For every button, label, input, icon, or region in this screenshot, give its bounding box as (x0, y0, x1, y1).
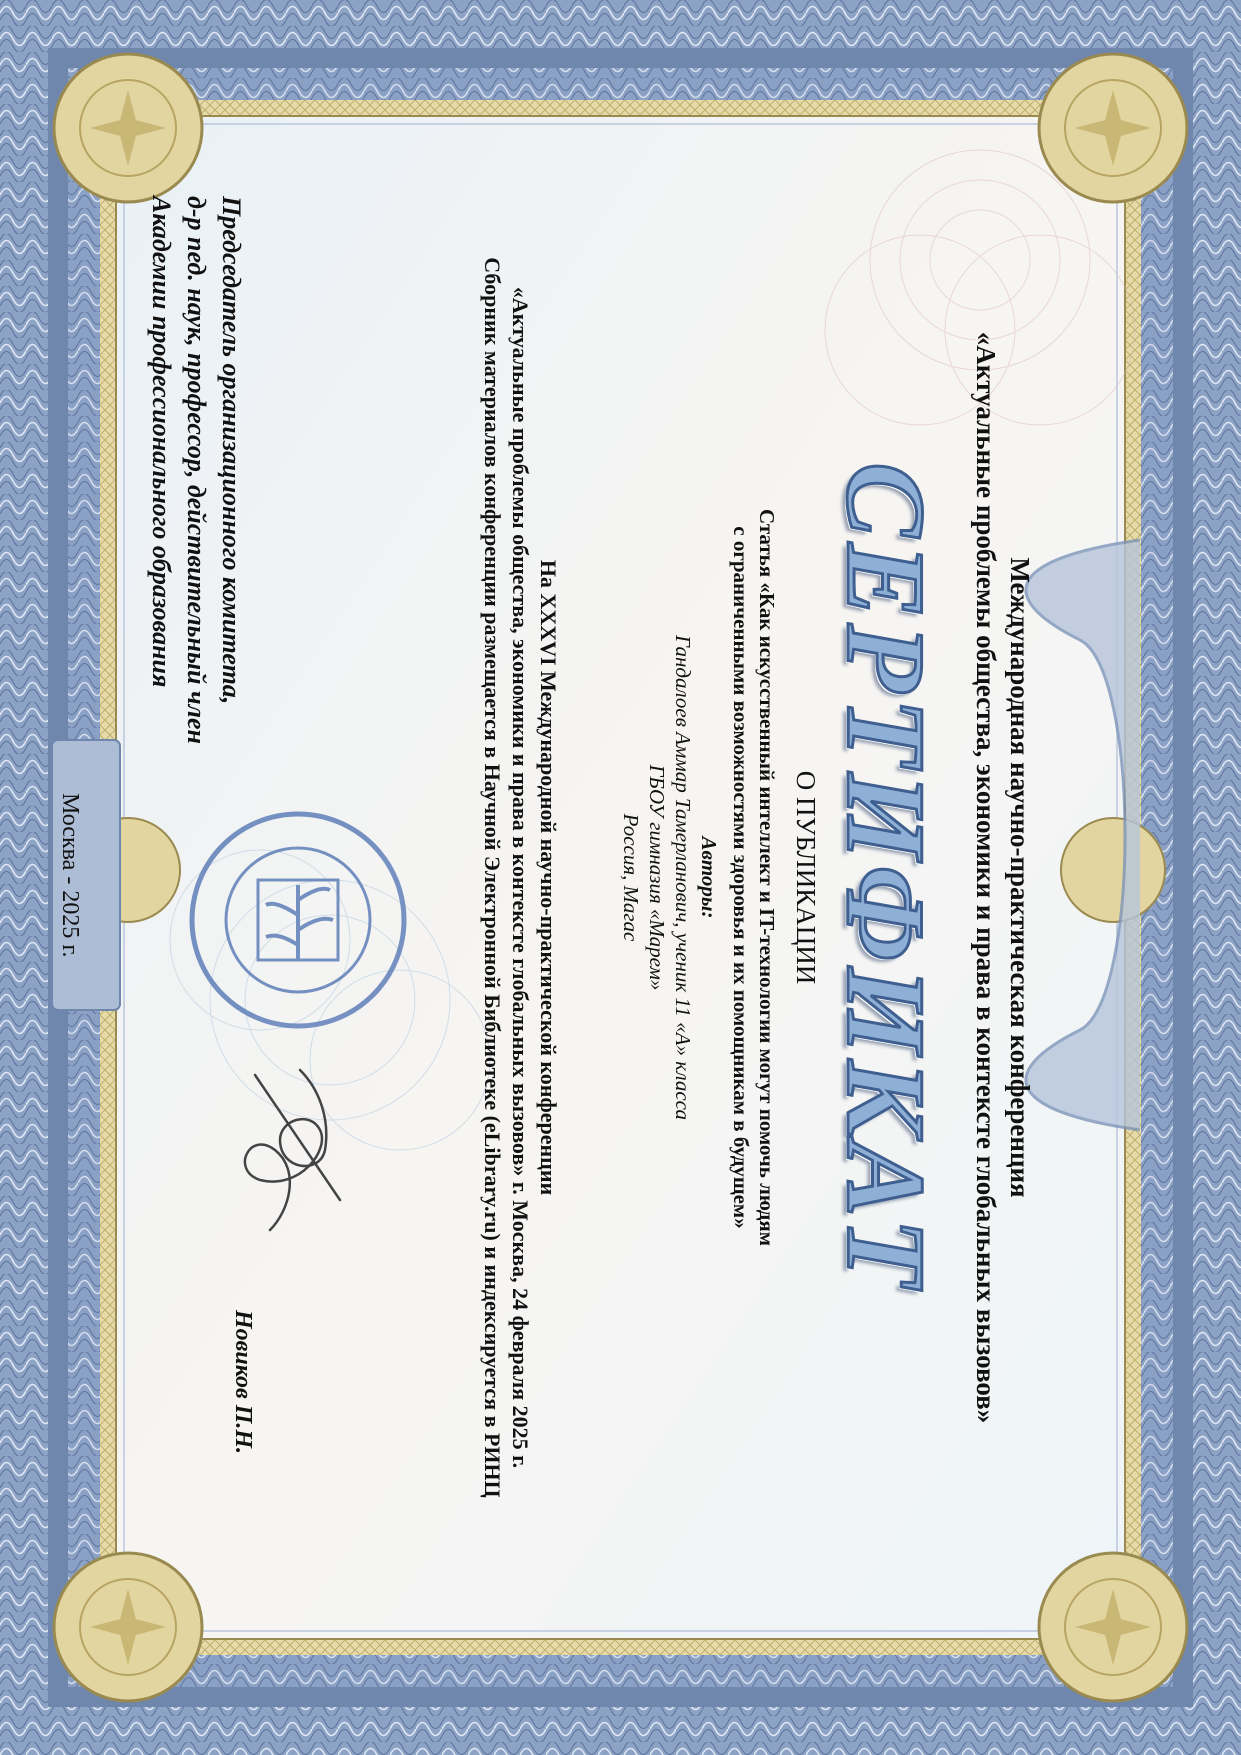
conference-header-line2: «Актуальные проблемы общества, экономики и права в контексте глобальных вызовов» (971, 331, 1001, 1424)
article-title-line1: Статья «Как искусственный интеллект и IT-технологии могут помочь людям (755, 508, 779, 1247)
author-name: Гандалоев Аммар Тамерланович, ученик 11 «А» класса (671, 635, 695, 1120)
footer-city-year: Москва - 2025 г. (57, 793, 83, 958)
chairman-line1: Председатель организационного комитета, (217, 196, 246, 705)
author-school: ГБОУ гимназия «Марем» (645, 764, 669, 991)
article-title-line2: с ограниченными возможностями здоровья и их помощникам в будущем» (729, 526, 753, 1229)
chairman-line3: Академии профессионального образования (147, 196, 176, 688)
certificate-title: СЕРТИФИКАТ (823, 462, 947, 1293)
certificate-subtitle: О ПУБЛИКАЦИИ (791, 770, 821, 985)
conference-line2: «Актуальные проблемы общества, экономики и права в контексте глобальных вызовов» г. Москва, 24 февраля 2025 г. (508, 286, 533, 1469)
signer-name: Новиков П.Н. (230, 1310, 256, 1455)
chairman-line2: д-р пед. наук, профессор, действительный член (182, 196, 211, 744)
authors-label: Авторы: (697, 836, 721, 919)
conference-line1: На XXXVI Международной научно-практической конференции (536, 559, 561, 1196)
conference-line3: Сборник материалов конференции размещается в Научной Электронной Библиотеке (eLibrary.ru) и индексируется в РИНЦ (480, 257, 505, 1498)
author-location: Россия, Магас (619, 813, 643, 942)
conference-header-line1: Международная научно-практическая конференция (1005, 557, 1035, 1198)
